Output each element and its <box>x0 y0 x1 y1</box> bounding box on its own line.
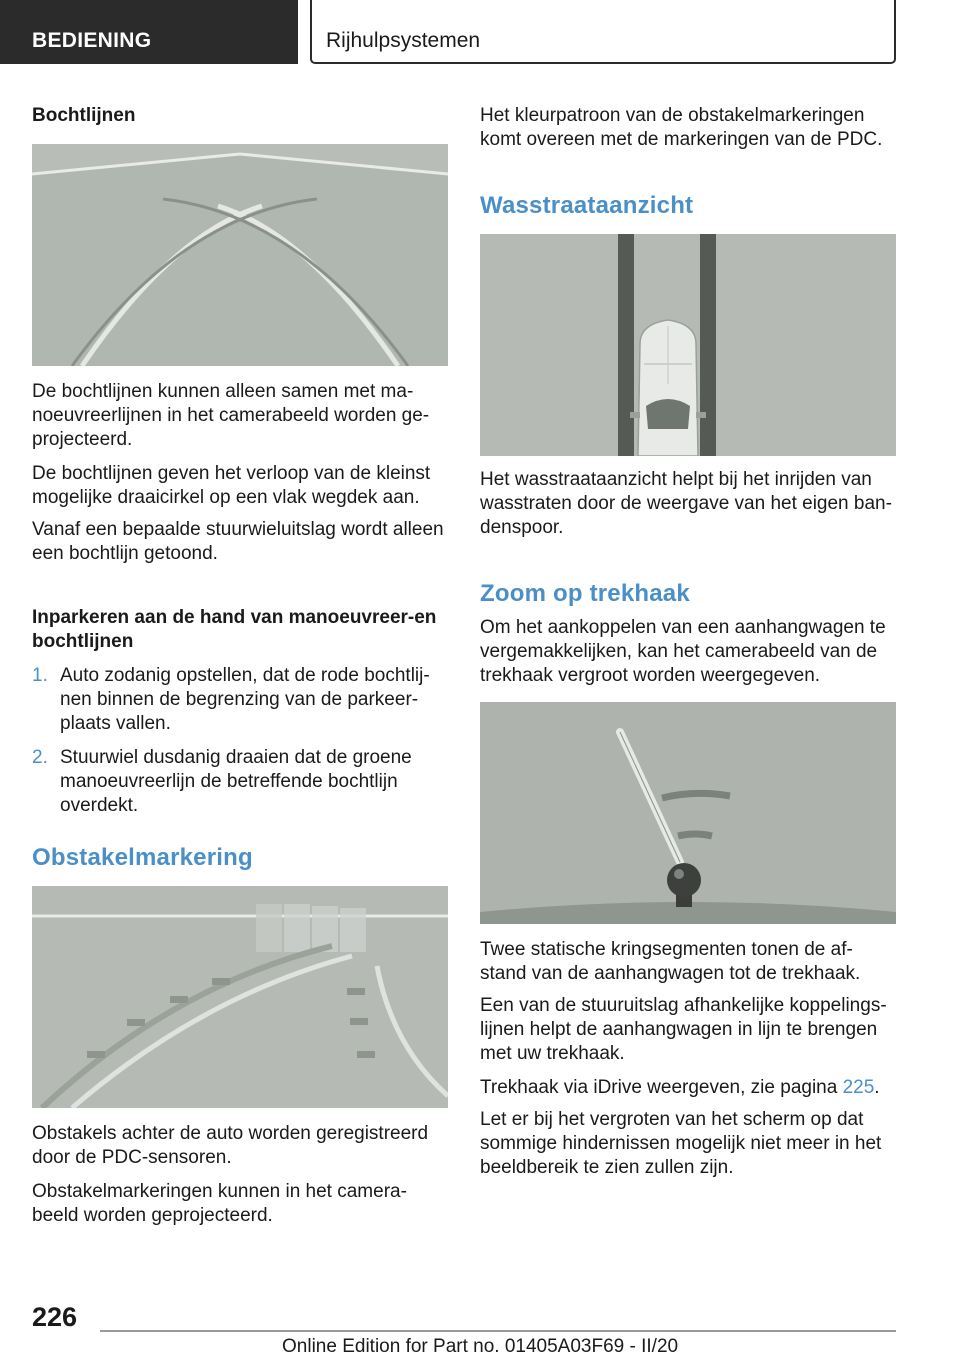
trekhaak-illustration <box>480 702 896 924</box>
list-item <box>32 664 448 736</box>
section-tab <box>0 0 298 64</box>
inparkeren-heading: Inparkeren aan de hand van manoeuvreer-en bochtlijnen <box>32 607 437 652</box>
chapter-title: Rijhulpsystemen <box>326 29 481 52</box>
trekhaak-figure <box>480 702 896 924</box>
bochtlijnen-paragraph-2: De bochtlijnen geven het verloop van de kleinst mogelijke draaicirkel op een vlak wegdek aan. <box>32 463 431 508</box>
bochtlijnen-figure <box>32 144 448 366</box>
trekhaak-paragraph-2: Een van de stuuruitslag afhankelijke koppelings-lijnen helpt de aanhangwagen in lijn te brengen met uw trekhaak. <box>480 995 887 1064</box>
wasstraataanzicht-illustration <box>480 234 896 456</box>
chapter-tab <box>310 0 896 64</box>
step-number: 2. <box>32 747 48 768</box>
obstakelmarkering-illustration <box>32 886 448 1108</box>
wasstraataanzicht-heading: Wasstraataanzicht <box>480 192 694 219</box>
bochtlijnen-paragraph-1: De bochtlijnen kunnen alleen samen met ma-noeuvreerlijnen in het camerabeeld worden ge-projecteerd. <box>32 381 430 450</box>
bochtlijnen-paragraph-3: Vanaf een bepaalde stuurwieluitslag wordt alleen een bochtlijn getoond. <box>32 519 444 564</box>
obstakelmarkering-paragraph-2: Obstakelmarkeringen kunnen in het camera-beeld worden geprojecteerd. <box>32 1181 407 1226</box>
footer-edition: Online Edition for Part no. 01405A03F69 - II/20 <box>282 1336 679 1357</box>
paragraph-text: Trekhaak via iDrive weergeven, zie pagina <box>480 1077 843 1098</box>
list-item <box>32 746 448 818</box>
trekhaak-paragraph-1: Twee statische kringsegmenten tonen de af-stand van de aanhangwagen tot de trekhaak. <box>480 939 861 984</box>
trekhaak-paragraph-4: Let er bij het vergroten van het scherm op dat sommige hindernissen mogelijk niet meer in het beeldbereik te zien zullen zijn. <box>480 1109 882 1178</box>
wasstraataanzicht-paragraph: Het wasstraataanzicht helpt bij het inrijden van wasstraten door de weergave van het eigen ban-denspoor. <box>480 469 892 538</box>
bochtlijnen-illustration <box>32 144 448 366</box>
wasstraataanzicht-figure <box>480 234 896 456</box>
kleurpatroon-paragraph: Het kleurpatroon van de obstakelmarkeringen komt overeen met de markeringen van de PDC. <box>480 105 883 150</box>
obstakelmarkering-figure <box>32 886 448 1108</box>
section-title: BEDIENING <box>32 29 152 52</box>
paragraph-suffix: . <box>874 1077 880 1098</box>
zoom-trekhaak-paragraph: Om het aankoppelen van een aanhangwagen te vergemakkelijken, kan het camerabeeld van de trekhaak vergroot worden weergegeven. <box>480 617 886 686</box>
page-number: 226 <box>32 1302 78 1332</box>
trekhaak-paragraph-3 <box>480 1076 896 1100</box>
bochtlijnen-heading: Bochtlijnen <box>32 105 136 126</box>
step-text: Stuurwiel dusdanig draaien dat de groene manoeuvreerlijn de betreffende bochtlijn overdekt. <box>60 747 412 816</box>
obstakelmarkering-heading: Obstakelmarkering <box>32 844 253 871</box>
footer-divider <box>100 1330 896 1332</box>
obstakelmarkering-paragraph-1: Obstakels achter de auto worden geregistreerd door de PDC-sensoren. <box>32 1123 429 1168</box>
step-text: Auto zodanig opstellen, dat de rode bochtlij-nen binnen de begrenzing van de parkeer-plaats vallen. <box>60 665 430 734</box>
page-link-225[interactable]: 225 <box>842 1077 875 1098</box>
zoom-trekhaak-heading: Zoom op trekhaak <box>480 580 690 607</box>
step-number: 1. <box>32 665 48 686</box>
